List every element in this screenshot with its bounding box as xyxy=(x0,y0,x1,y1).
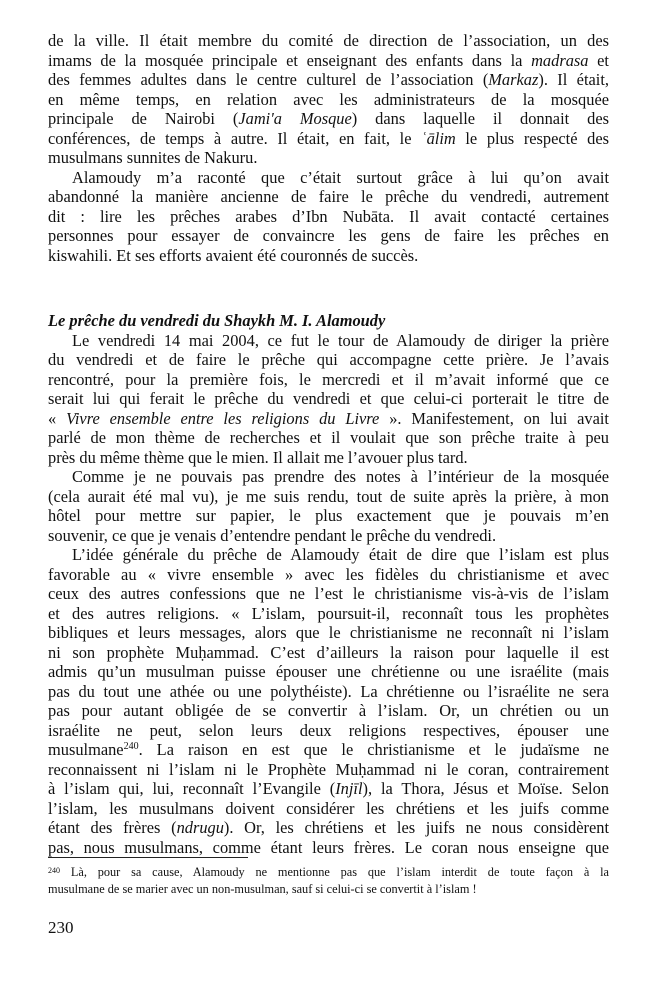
text-line xyxy=(48,129,609,149)
text-line xyxy=(48,467,609,487)
text-line xyxy=(48,662,609,682)
text-line xyxy=(48,187,609,207)
footnote-line xyxy=(48,881,609,898)
text-segment: Alamoudy m’a raconté que c’était surtout grâce à lui qu’on avait xyxy=(72,167,609,187)
text-line xyxy=(48,148,609,168)
text-line xyxy=(48,584,609,604)
text-segment: Le vendredi 14 mai 2004, ce fut le tour de Alamoudy de diriger la prière xyxy=(72,330,609,350)
text-segment: dit : lire les prêches arabes d’Ibn Nubāta. Il avait contacté certaines xyxy=(48,206,609,226)
italic-term: Markaz xyxy=(488,70,539,89)
footnote-divider xyxy=(48,857,248,858)
section xyxy=(48,311,609,857)
text-line xyxy=(48,31,609,51)
text-line xyxy=(48,428,609,448)
text-segment: serait lui qui ferait le prêche du vendredi et que celui-ci porterait le titre de xyxy=(48,389,609,408)
text-segment: et des autres religions. « L’islam, poursuit-il, reconnaît tous les prophètes xyxy=(48,603,609,623)
text-line xyxy=(48,721,609,741)
text-line xyxy=(48,682,609,702)
text-segment: pas du tout une athée ou une polythéiste). La chrétienne ou l’israélite ne sera xyxy=(48,681,609,701)
footnote-text: musulmane de se marier avec un non-musulman, sauf si celui-ci se convertit à l’islam ! xyxy=(48,882,477,896)
section-body xyxy=(48,331,609,858)
text-segment: musulmans sunnites de Nakuru. xyxy=(48,148,258,167)
text-segment: près du même thème que le mien. Il allait me l’avouer plus tard. xyxy=(48,447,468,467)
italic-term: Jami'a Mosque xyxy=(238,109,352,128)
text-line xyxy=(48,740,609,760)
text-line xyxy=(48,623,609,643)
italic-term: Injīl xyxy=(335,779,363,798)
text-segment: souvenir, ce que je venais d’entendre pendant le prêche du vendredi. xyxy=(48,525,497,545)
text-line xyxy=(48,526,609,546)
italic-term: Vivre ensemble entre les religions du Livre xyxy=(66,408,380,428)
text-line xyxy=(48,331,609,351)
footnote-number: 240 xyxy=(48,866,60,875)
text-segment: bibliques et leurs messages, alors que le christianisme ne reconnaît ni l’islam xyxy=(48,623,609,642)
text-line xyxy=(48,506,609,526)
text-segment: ), la Thora, Jésus et Moïse. Selon xyxy=(362,779,609,798)
text-segment: à l’islam qui, lui, reconnaît l’Evangile ( xyxy=(48,779,336,798)
text-segment: le plus respecté des xyxy=(455,128,610,148)
section-heading: Le prêche du vendredi du Shaykh M. I. Alamoudy xyxy=(48,311,386,330)
text-segment: principale de Nairobi ( xyxy=(48,109,239,128)
text-segment: du vendredi et de faire le prêche qui accompagne cette prière. Je l’avais xyxy=(48,350,609,369)
text-segment: pas pour autant obligée de se convertir à l’islam. Or, un chrétien ou un xyxy=(48,701,609,720)
text-segment: L’idée générale du prêche de Alamoudy était de dire que l’islam est plus xyxy=(72,545,609,564)
text-line xyxy=(48,565,609,585)
text-segment: favorable au « vivre ensemble » avec les fidèles du christianisme et avec xyxy=(48,564,609,584)
text-segment: reconnaissent ni l’islam ni le Prophète Muḥammad ni le coran, contrairement xyxy=(48,759,609,779)
text-line xyxy=(48,838,609,858)
text-segment: admis qu’un musulman puisse épouser une chrétienne ou une israélite (mais xyxy=(48,662,609,681)
text-segment: ceux des autres confessions que ne l’est le christianisme vis-à-vis de l’islam xyxy=(48,584,609,603)
body-text-top xyxy=(48,31,609,265)
footnote-ref: 240 xyxy=(123,741,139,752)
text-line xyxy=(48,760,609,780)
text-segment: de la ville. Il était membre du comité de direction de l’association, un des xyxy=(48,31,609,50)
text-line xyxy=(48,51,609,71)
paragraph xyxy=(48,331,609,468)
text-line xyxy=(48,409,609,429)
text-segment: imams de la mosquée principale et enseignant des enfants dans la xyxy=(48,50,532,70)
text-line xyxy=(48,226,609,246)
text-line xyxy=(48,818,609,838)
text-segment: personnes pour essayer de convaincre les gens de faire les prêches en xyxy=(48,226,609,245)
text-segment: ). Il était, xyxy=(538,70,609,89)
text-segment: et xyxy=(588,50,609,70)
italic-term: madrasa xyxy=(531,50,589,70)
text-line xyxy=(48,487,609,507)
italic-term: ʿālim xyxy=(421,128,456,148)
text-segment: en même temps, en relation avec les administrateurs de la mosquée xyxy=(48,89,609,109)
text-segment: pas, nous musulmans, comme étant leurs frères. Le coran nous enseigne que xyxy=(48,837,609,857)
text-segment: kiswahili. Et ses efforts avaient été couronnés de succès. xyxy=(48,245,419,265)
text-segment: « xyxy=(48,408,67,428)
text-segment: Comme je ne pouvais pas prendre des notes à l’intérieur de la mosquée xyxy=(72,467,609,486)
text-segment: ). Or, les chrétiens et les juifs ne nous considèrent xyxy=(223,818,610,837)
paragraph xyxy=(48,467,609,545)
text-line xyxy=(48,70,609,90)
text-segment: étant des frères ( xyxy=(48,818,177,837)
text-line xyxy=(48,168,609,188)
paragraph xyxy=(48,168,609,266)
paragraph xyxy=(48,31,609,168)
footnote-text: Là, pour sa cause, Alamoudy ne mentionne pas que l’islam interdit de toute façon à la xyxy=(70,865,609,879)
text-line xyxy=(48,370,609,390)
text-line xyxy=(48,643,609,663)
page-number: 230 xyxy=(48,918,74,937)
paragraph xyxy=(48,545,609,857)
text-line xyxy=(48,799,609,819)
footnote-line xyxy=(48,864,609,881)
text-segment: israélite ne peut, selon leurs deux religions respectives, épouser une xyxy=(48,720,609,740)
text-segment: . La raison en est que le christianisme et le judaïsme ne xyxy=(138,740,609,759)
text-line xyxy=(48,90,609,110)
text-line xyxy=(48,545,609,565)
text-line xyxy=(48,448,609,468)
text-line xyxy=(48,779,609,799)
text-segment: ». Manifestement, on lui avait xyxy=(379,408,609,428)
text-line xyxy=(48,701,609,721)
text-segment: hôtel pour mettre sur papier, le plus exactement que je pouvais m’en xyxy=(48,506,609,525)
text-segment: ) dans laquelle il donnait des xyxy=(351,109,609,128)
text-segment: musulmane xyxy=(48,740,124,759)
text-line xyxy=(48,604,609,624)
text-segment: parlé de mon thème de recherches et il voulait que son prêche traite à peu xyxy=(48,428,609,447)
text-line xyxy=(48,246,609,266)
text-segment: ni son prophète Muḥammad. C’est d’ailleurs la raison pour laquelle il est xyxy=(48,642,609,662)
text-line xyxy=(48,389,609,409)
text-segment: conférences, de temps à autre. Il était, en fait, le xyxy=(48,128,422,148)
text-segment: l’islam, les musulmans doivent considérer les chrétiens et les juifs comme xyxy=(48,798,609,818)
text-segment: rencontré, pour la première fois, le mercredi et il m’avait informé que ce xyxy=(48,369,609,389)
text-line xyxy=(48,109,609,129)
text-segment: abandonné la manière ancienne de faire le prêche du vendredi, autrement xyxy=(48,187,609,206)
footnote xyxy=(48,864,609,898)
text-line xyxy=(48,350,609,370)
text-segment: des femmes adultes dans le centre culturel de l’association ( xyxy=(48,70,489,89)
italic-term: ndrugu xyxy=(176,818,224,837)
text-line xyxy=(48,207,609,227)
text-segment: (cela aurait été mal vu), je me suis rendu, tout de suite après la prière, à mon xyxy=(48,486,609,506)
